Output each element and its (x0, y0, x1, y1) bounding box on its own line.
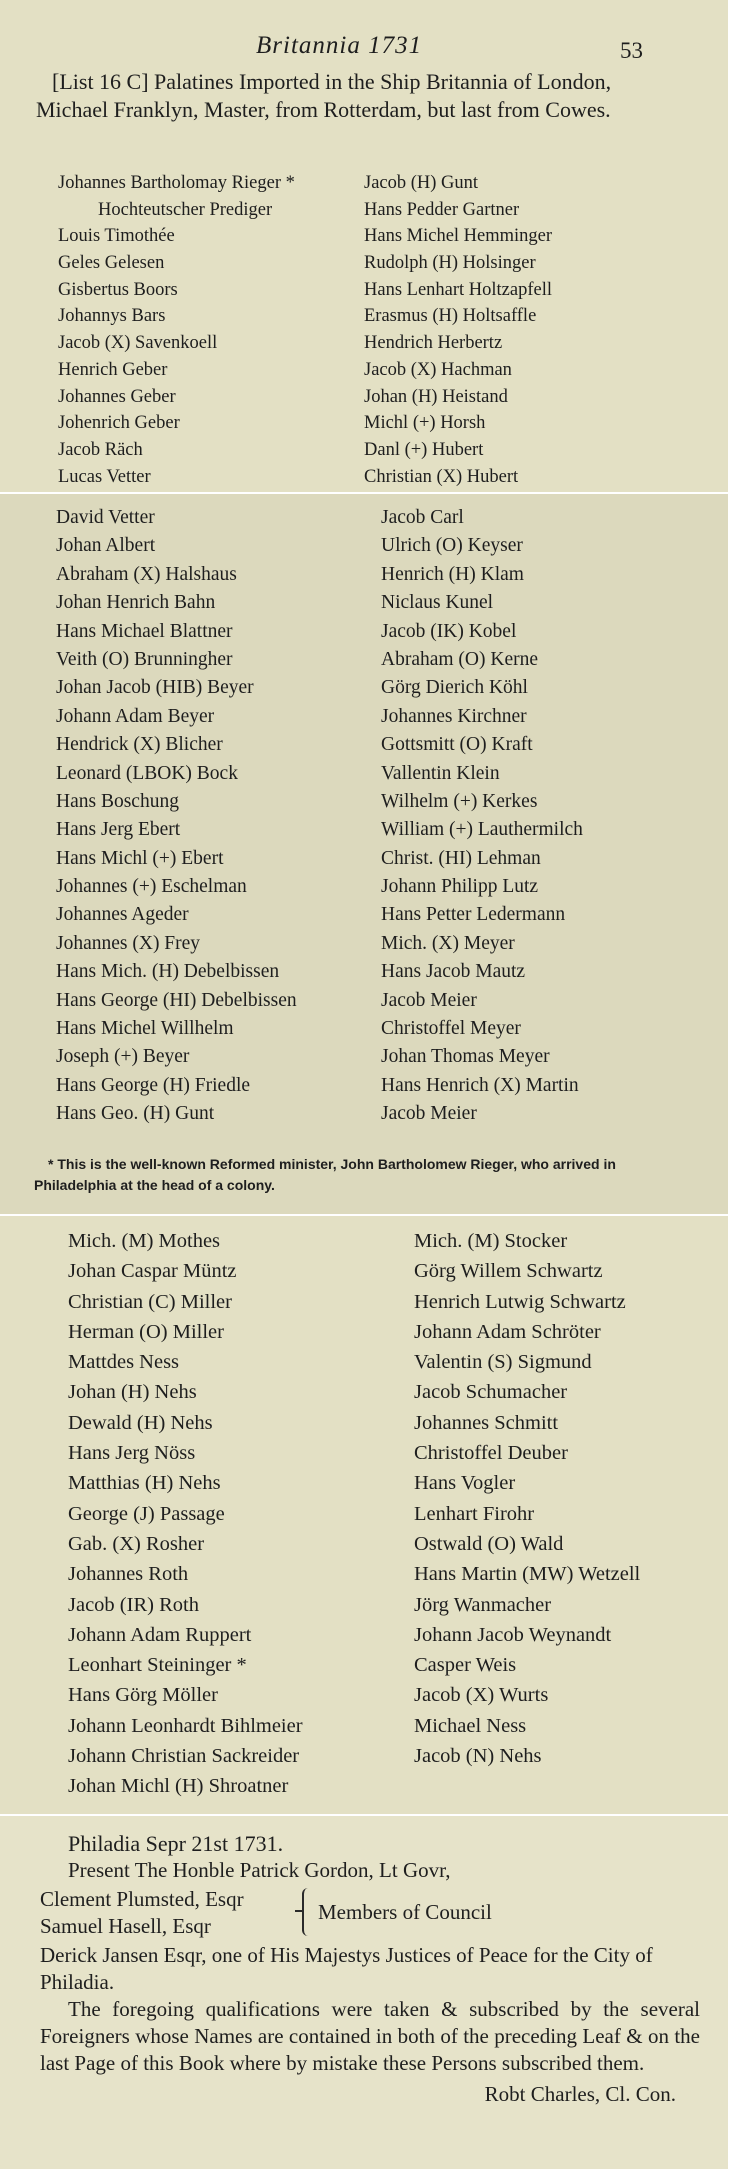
name-entry: Rudolph (H) Holsinger (364, 253, 536, 274)
name-entry: Johan (H) Nehs (68, 1381, 197, 1404)
name-entry: Henrich (H) Klam (381, 563, 524, 585)
name-entry: Hans Petter Ledermann (381, 904, 566, 926)
name-entry: Ostwald (O) Wald (414, 1532, 564, 1555)
name-entry: Johannes (+) Eschelman (56, 876, 247, 898)
name-entry: Hans Jerg Ebert (56, 819, 181, 841)
name-entry: Johann Adam Ruppert (68, 1623, 252, 1646)
name-entry: Jacob (IK) Kobel (381, 620, 517, 642)
name-entry: Hans Jerg Nöss (68, 1442, 196, 1465)
name-entry: Veith (O) Brunningher (56, 648, 233, 670)
name-entry: Danl (+) Hubert (364, 439, 484, 460)
name-entry: Mattdes Ness (68, 1351, 180, 1374)
page-section-lower (0, 1216, 728, 1814)
name-entry: David Vetter (56, 507, 155, 528)
name-entry: Hans Henrich (X) Martin (381, 1074, 579, 1096)
name-entry: Jacob (X) Wurts (414, 1684, 549, 1707)
name-entry: Christoffel Meyer (381, 1018, 521, 1040)
name-entry: Joseph (+) Beyer (56, 1046, 190, 1068)
council-member: Clement Plumsted, Esqr (40, 1887, 244, 1911)
name-entry: Hans Michel Willhelm (56, 1018, 234, 1040)
right-name-column (414, 1226, 640, 1771)
name-entry: Johannes Ageder (56, 904, 189, 926)
name-entry: Christ. (HI) Lehman (381, 847, 541, 869)
name-entry: Christoffel Deuber (414, 1442, 568, 1465)
name-entry: Vallentin Klein (381, 762, 500, 784)
name-entry: Casper Weis (414, 1654, 517, 1677)
name-entry: Gottsmitt (O) Kraft (381, 734, 533, 756)
name-entry: Mich. (M) Stocker (414, 1230, 568, 1252)
name-entry: Jörg Wanmacher (414, 1593, 552, 1616)
name-entry: Johann Leonhardt Bihlmeier (68, 1714, 303, 1737)
name-entry: Jacob (N) Nehs (414, 1745, 542, 1768)
name-entry: William (+) Lauthermilch (381, 819, 583, 841)
name-entry: Jacob Schumacher (414, 1381, 568, 1404)
name-entry: Hans Jacob Mautz (381, 961, 526, 983)
running-head (0, 28, 728, 63)
name-entry: Jacob Meier (381, 989, 477, 1011)
council-label: Members of Council (318, 1900, 492, 1924)
name-entry: Hans Michael Blattner (56, 620, 233, 642)
name-entry: Johannes (X) Frey (56, 932, 201, 954)
name-entry: Johannes Bartholomay Rieger * (58, 173, 295, 193)
name-entry: Johannes Geber (58, 386, 176, 407)
name-entry-title: Hochteutscher Prediger (98, 199, 273, 220)
name-entry: Michl (+) Horsh (364, 413, 486, 434)
qualification-record (40, 1830, 700, 2108)
name-entry: Johan Albert (56, 535, 156, 557)
qualifications-statement: The foregoing qualifications were taken & subscribed by the several Foreigners whose Names are contained in both of the preceding Leaf & on the last Page of this Book where by mistake these Persons subscribed them. (40, 1997, 700, 2075)
name-entry: Jacob Meier (381, 1103, 477, 1125)
name-entry: Abraham (X) Halshaus (56, 563, 237, 585)
brace-mark (302, 1888, 312, 1936)
name-entry: Gisbertus Boors (58, 279, 178, 300)
list-heading (36, 68, 676, 124)
right-name-column (381, 504, 583, 1129)
name-entry: Henrich Geber (58, 359, 168, 380)
council-member-list (40, 1886, 244, 1940)
name-entry: Hendrick (X) Blicher (56, 734, 223, 756)
name-entry: Jacob (X) Savenkoell (58, 333, 218, 354)
name-entry: Hans Boschung (56, 790, 179, 812)
justice-of-peace: Derick Jansen Esqr, one of His Majestys Justices of Peace for the City of Philadia. (40, 1943, 653, 1994)
name-entry: Johan Michl (H) Shroatner (68, 1775, 289, 1798)
name-entry: Jacob (H) Gunt (364, 173, 479, 193)
name-entry: Johann Philipp Lutz (381, 876, 539, 898)
name-entry: Jacob Carl (381, 507, 464, 528)
name-entry: Hans Pedder Gartner (364, 199, 520, 220)
name-entry: Jacob (X) Hachman (364, 359, 512, 380)
page-number: 53 (620, 38, 643, 63)
name-entry: Gab. (X) Rosher (68, 1532, 205, 1555)
name-entry: Hans Geo. (H) Gunt (56, 1103, 215, 1125)
name-entry: Johenrich Geber (58, 413, 180, 434)
name-entry: Valentin (S) Sigmund (414, 1351, 592, 1374)
name-entry: Johannys Bars (58, 306, 166, 327)
name-entry: Michael Ness (414, 1714, 527, 1737)
name-entry: Niclaus Kunel (381, 592, 494, 614)
name-entry: Abraham (O) Kerne (381, 648, 539, 670)
name-entry: George (J) Passage (68, 1502, 225, 1525)
council-members-block (40, 1884, 700, 1942)
name-entry: Wilhelm (+) Kerkes (381, 790, 538, 812)
record-date: Philadia Sepr 21st 1731. (68, 1831, 284, 1856)
name-entry: Jacob Räch (58, 439, 143, 460)
name-entry: Ulrich (O) Keyser (381, 535, 523, 557)
name-entry: Jacob (IR) Roth (68, 1593, 199, 1616)
name-entry: Henrich Lutwig Schwartz (414, 1290, 626, 1313)
name-entry: Geles Gelesen (58, 253, 165, 274)
name-entry: Johannes Roth (68, 1563, 189, 1586)
name-entry: Johan Henrich Bahn (56, 592, 216, 614)
name-entry: Johannes Schmitt (414, 1411, 559, 1434)
name-entry: Leonhart Steininger * (68, 1654, 247, 1677)
council-member: Samuel Hasell, Esqr (40, 1914, 211, 1938)
page-section-middle (0, 494, 728, 1214)
name-entry: Johan Caspar Müntz (68, 1260, 237, 1283)
name-entry: Johann Jacob Weynandt (414, 1623, 612, 1646)
name-entry: Christian (C) Miller (68, 1290, 232, 1313)
name-entry: Hans Mich. (H) Debelbissen (56, 961, 280, 983)
name-entry: Hans Vogler (414, 1472, 516, 1495)
name-entry: Hans Michl (+) Ebert (56, 847, 224, 869)
name-entry: Johan Jacob (HIB) Beyer (56, 677, 254, 699)
name-entry: Hans Lenhart Holtzapfell (364, 279, 553, 300)
list-heading-text: [List 16 C] Palatines Imported in the Ship Britannia of London, Michael Franklyn, Master, from Rotterdam, but last from Cowes. (36, 69, 612, 122)
name-entry: Hendrich Herbertz (364, 333, 503, 354)
name-entry: Christian (X) Hubert (364, 466, 519, 487)
name-entry: Johann Adam Schröter (414, 1320, 601, 1343)
clerk-signature: Robt Charles, Cl. Con. (484, 2082, 676, 2106)
name-entry: Erasmus (H) Holtsaffle (364, 306, 537, 327)
name-entry: Hans Michel Hemminger (364, 226, 553, 247)
name-entry: Herman (O) Miller (68, 1320, 224, 1343)
name-entry: Johan (H) Heistand (364, 386, 508, 407)
name-entry: Hans George (HI) Debelbissen (56, 989, 297, 1011)
name-entry: Johan Thomas Meyer (381, 1046, 550, 1068)
name-entry: Louis Timothée (58, 226, 175, 247)
name-entry: Johannes Kirchner (381, 705, 527, 727)
name-entry: Lenhart Firohr (414, 1502, 535, 1525)
left-name-column (56, 504, 297, 1129)
name-entry: Matthias (H) Nehs (68, 1472, 221, 1495)
name-entry: Lucas Vetter (58, 466, 151, 487)
name-entry: Dewald (H) Nehs (68, 1411, 213, 1434)
name-entry: Hans Görg Möller (68, 1684, 218, 1707)
left-name-column (68, 1226, 303, 1802)
name-entry: Leonard (LBOK) Bock (56, 762, 238, 784)
name-entry: Görg Willem Schwartz (414, 1260, 603, 1283)
right-name-column (364, 170, 552, 490)
name-entry: Johann Christian Sackreider (68, 1745, 300, 1768)
page-section-signoff (0, 1816, 728, 2169)
name-entry: Görg Dierich Köhl (381, 677, 528, 699)
running-head-title: Britannia 1731 (256, 32, 423, 59)
name-entry: Mich. (M) Mothes (68, 1230, 221, 1252)
present-officials: Present The Honble Patrick Gordon, Lt Govr, (68, 1858, 451, 1882)
name-entry: Hans George (H) Friedle (56, 1074, 251, 1096)
left-name-column (58, 170, 295, 490)
name-entry: Hans Martin (MW) Wetzell (414, 1563, 641, 1586)
name-entry: Mich. (X) Meyer (381, 932, 515, 954)
footnote: * This is the well-known Reformed minister, John Bartholomew Rieger, who arrived in Philadelphia at the head of a colony. (34, 1156, 616, 1193)
name-entry: Johann Adam Beyer (56, 705, 215, 727)
page-section-top (0, 0, 728, 492)
